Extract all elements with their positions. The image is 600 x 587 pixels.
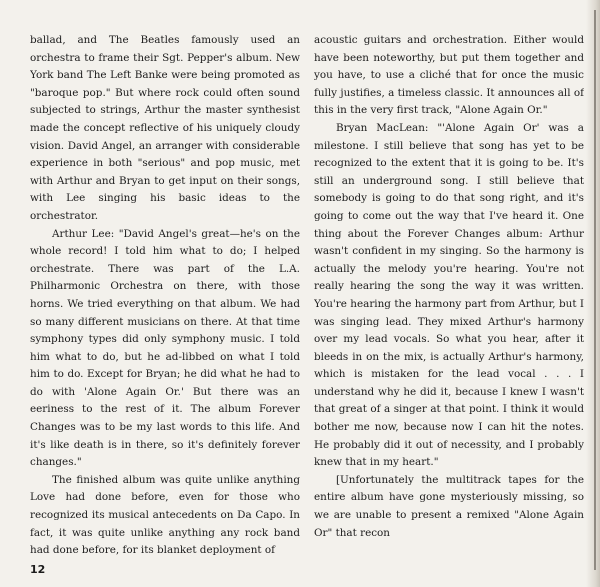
page-edge-shadow [586,0,600,587]
right-paragraph-3: [Unfortunately the multitrack tapes for the entire album have gone mysteriously missing, so we are unable to present a remixed "Alone Again Or" that recon [314,473,584,539]
left-paragraph-2: Arthur Lee: "David Angel's great—he's on the whole record! I told him what to do; I helped orchestrate. There was part of the L.A. Philharmonic Orchestra on there, with those horns. We tried everything on that album. We had so many different musicians on there. At that time symphony types did only symphony music. I told him what to do, but he ad-libbed on what I told him to do. Except for Bryan; he did what he had to do with 'Alone Again Or.' But there was an eeriness to the rest of it. The album Forever Changes was to be my last words to this life. And it's like death is in there, so it's definitely forever changes." [30,227,300,469]
page-edge-rule [594,10,596,570]
left-paragraph-3: The finished album was quite unlike anything Love had done before, even for those who recognized its musical antecedents on Da Capo. In fact, it was quite unlike anything any rock band had done before, for its blanket deployment of [30,473,300,557]
page-number: 12 [30,563,46,576]
right-column [314,32,584,562]
text-columns [30,32,585,562]
right-paragraph-2: Bryan MacLean: "'Alone Again Or' was a milestone. I still believe that song has yet to be recognized to the extent that it is going to be. It's still an underground song. I still believe that somebody is going to do that song right, and it's going to come out the way that I've heard it. One thing about the Forever Changes album: Arthur wasn't confident in my singing. So the harmony is actually the melody you're hearing. You're not really hearing the song the way it was written. You're hearing the harmony part from Arthur, but I was singing lead. They mixed Arthur's harmony over my lead vocals. So what you hear, after it bleeds in on the mix, is actually Arthur's harmony, which is mistaken for the lead vocal . . . I understand why he did it, because I knew I wasn't that great of a singer at that point. I think it would bother me now, because now I can hit the notes. He probably did it out of necessity, and I probably knew that in my heart." [314,121,584,469]
left-paragraph-1: ballad, and The Beatles famously used an orchestra to frame their Sgt. Pepper's album. New York band The Left Banke were being promoted as "baroque pop." But where rock could often sound subjected to strings, Arthur the master synthesist made the concept reflective of his uniquely cloudy vision. David Angel, an arranger with considerable experience in both "serious" and pop music, met with Arthur and Bryan to get input on their songs, with Lee singing his basic ideas to the orchestrator. [30,34,300,222]
left-column [30,32,300,562]
right-paragraph-1: acoustic guitars and orchestration. Either would have been noteworthy, but put them together and you have, to use a cliché that for once the music fully justifies, a timeless classic. It announces all of this in the very first track, "Alone Again Or." [314,34,584,117]
